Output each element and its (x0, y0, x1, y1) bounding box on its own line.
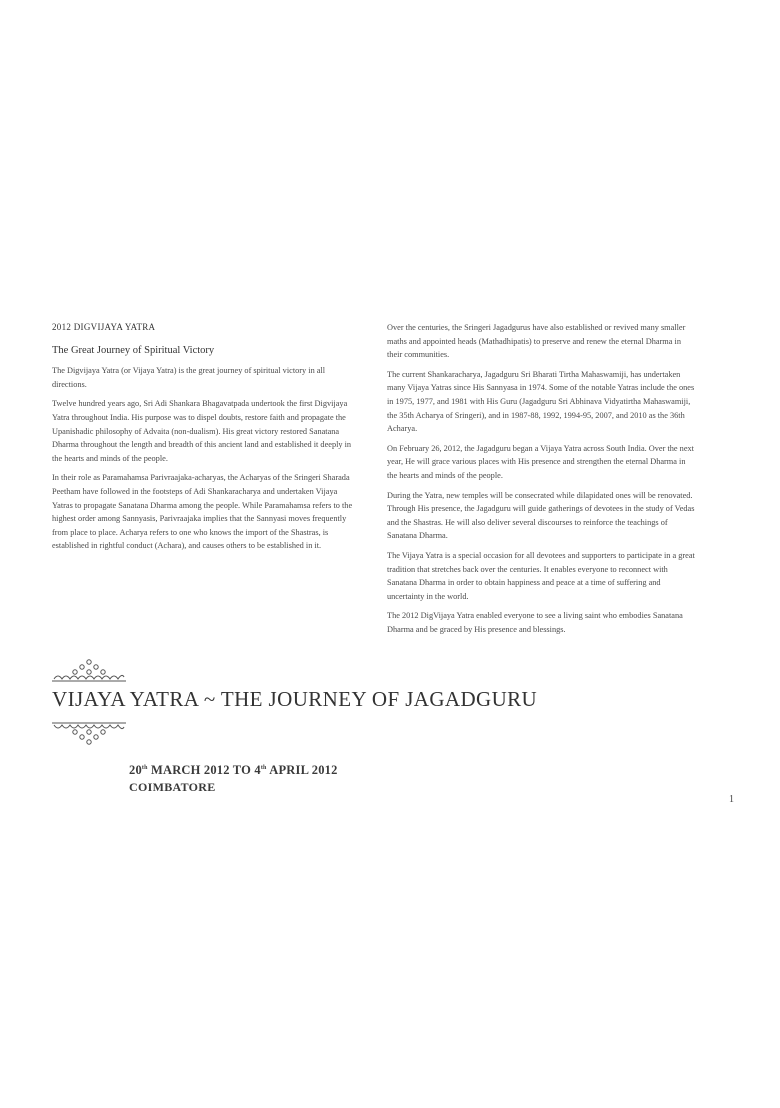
event-dates (129, 763, 338, 778)
event-location: COIMBATORE (129, 780, 216, 794)
left-paragraph: Twelve hundred years ago, Sri Adi Shankara Bhagavatpada undertook the first Digvijaya Yatra throughout India. His purpose was to dispel doubts, restore faith and propagate the Upanishadic philosophy of Advaita (non-dualism). His great victory restored Sanatana Dharma throughout the length and breadth of this ancient land and established it deeply in the hearts and minds of the people. (52, 399, 352, 463)
right-paragraph: The 2012 DigVijaya Yatra enabled everyone to see a living saint who embodies Sanatana Dharma and be graced by His presence and blessings. (387, 611, 683, 634)
right-paragraph: The Vijaya Yatra is a special occasion for all devotees and supporters to participate in a great tradition that stretches back over the centuries. It enables everyone to reconnect with Sanatana Dharma in order to obtain happiness and peace at a time of suffering and uncertainty in the world. (387, 550, 695, 601)
right-paragraph: Over the centuries, the Sringeri Jagadgurus have also established or revived many smaller maths and appointed heads (Mathadhipatis) to preserve and renew the eternal Dharma in their communities. (387, 323, 686, 360)
date-middle: MARCH 2012 TO 4 (147, 763, 261, 777)
right-paragraph: On February 26, 2012, the Jagadguru began a Vijaya Yatra across South India. Over the next year, He will grace various places with His presence and strengthen the eternal Dharma in the hearts and minds of the people. (387, 443, 694, 480)
right-column (387, 321, 697, 642)
section-heading: 2012 DIGVIJAYA YATRA (52, 322, 156, 332)
decorative-border-icon (52, 658, 126, 682)
left-paragraph: The Digvijaya Yatra (or Vijaya Yatra) is the great journey of spiritual victory in all directions. (52, 366, 326, 389)
start-suffix: th (141, 765, 148, 771)
section-subheading: The Great Journey of Spiritual Victory (52, 344, 215, 356)
end-month: APRIL 2012 (266, 763, 338, 777)
end-suffix: th (260, 765, 267, 771)
left-column (52, 321, 357, 559)
right-paragraph: The current Shankaracharya, Jagadguru Sri Bharati Tirtha Mahaswamiji, has undertaken many Vijaya Yatras since His Sannyasa in 1974. Some of the notable Yatras include the ones in 1975, 1977, and 1981 with His Guru (Jagadguru Sri Abhinava Vidyatirtha Mahaswamiji, the 35th Acharya of Sringeri), and in 1987-88, 1992, 1994-95, 2007, and 2010 as the 36th Acharya. (387, 369, 695, 434)
decorative-border-icon (52, 722, 126, 746)
page-number: 1 (729, 794, 734, 805)
left-paragraph: In their role as Paramahamsa Parivraajaka-acharyas, the Acharyas of the Sringeri Sharada Peetham have followed in the footsteps of Adi Shankaracharya and undertaken Vijaya Yatras to propagate Sanatana Dharma among the people. While Paramahamsa refers to the highest order among Sannyasis, Parivraajaka implies that the Sannyasi moves frequently from place to place. Acharya refers to one who knows the import of the Shastras, is established in rightful conduct (Achara), and causes others to be established in it. (52, 473, 353, 551)
page-title: VIJAYA YATRA ~ THE JOURNEY OF JAGADGURU (52, 687, 538, 711)
right-paragraph: During the Yatra, new temples will be consecrated while dilapidated ones will be renovated. Through His presence, the Jagadguru will guide gatherings of devotees in the study of Vedas and the Shastras. He will also deliver several discourses to reinforce the teachings of Sanatana Dharma. (387, 490, 695, 541)
start-day: 20 (129, 763, 142, 777)
